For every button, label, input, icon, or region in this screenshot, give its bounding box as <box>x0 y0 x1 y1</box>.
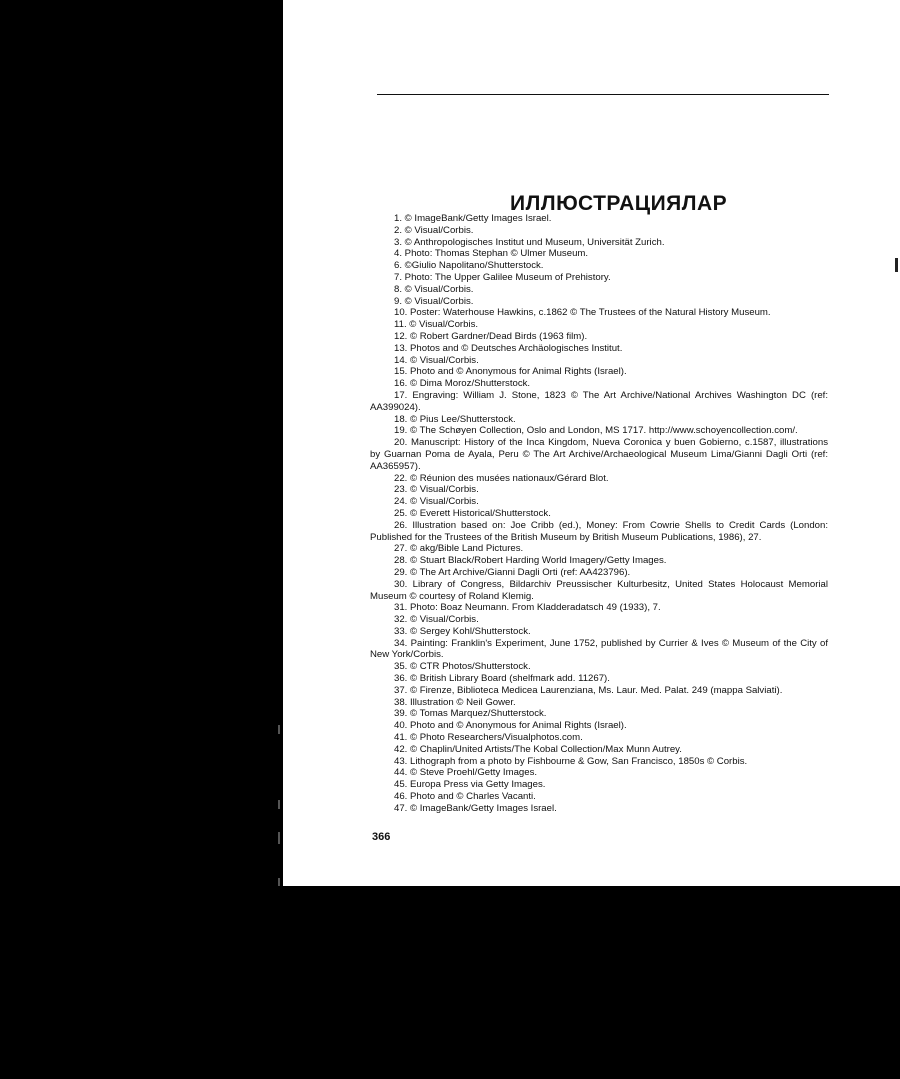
credit-item: 25. © Everett Historical/Shutterstock. <box>394 507 551 519</box>
credit-item: 26. Illustration based on: Joe Cribb (ed.), Money: From Cowrie Shells to Credit Cards (London: Published for the Trustees of the British Museum by British Museum Publications, 1986), 27. <box>370 519 828 543</box>
credit-item: 32. © Visual/Corbis. <box>394 614 479 626</box>
credit-item: 17. Engraving: William J. Stone, 1823 © The Art Archive/National Archives Washington DC (ref: AA399024). <box>370 389 828 413</box>
credit-item: 34. Painting: Franklin's Experiment, June 1752, published by Currier & Ives © Museum of the City of New York/Corbis. <box>370 637 828 661</box>
scan-speck <box>278 800 280 809</box>
credit-item: 2. © Visual/Corbis. <box>394 224 474 236</box>
credit-item: 31. Photo: Boaz Neumann. From Kladderadatsch 49 (1933), 7. <box>394 602 661 614</box>
credit-item: 11. © Visual/Corbis. <box>394 319 479 331</box>
credit-item: 8. © Visual/Corbis. <box>394 283 474 295</box>
credit-item: 13. Photos and © Deutsches Archäologisches Institut. <box>394 342 623 354</box>
credit-item: 9. © Visual/Corbis. <box>394 295 474 307</box>
credit-item: 18. © Pius Lee/Shutterstock. <box>394 413 516 425</box>
credit-item: 6. ©Giulio Napolitano/Shutterstock. <box>394 260 544 272</box>
credit-item: 7. Photo: The Upper Galilee Museum of Prehistory. <box>394 271 611 283</box>
credit-item: 27. © akg/Bible Land Pictures. <box>394 543 524 555</box>
credit-item: 12. © Robert Gardner/Dead Birds (1963 film). <box>394 330 588 342</box>
credit-item: 36. © British Library Board (shelfmark add. 11267). <box>394 673 610 685</box>
scan-speck <box>278 832 280 844</box>
scan-speck <box>278 878 280 886</box>
illustration-credits-list <box>370 213 828 815</box>
page-title: ИЛЛЮСТРАЦИЯЛАР <box>510 192 728 216</box>
page-number: 366 <box>372 831 391 843</box>
credit-item: 23. © Visual/Corbis. <box>394 484 479 496</box>
credit-item: 30. Library of Congress, Bildarchiv Preussischer Kulturbesitz, United States Holocaust Memorial Museum © courtesy of Roland Klemig. <box>370 578 828 602</box>
credit-item: 28. © Stuart Black/Robert Harding World Imagery/Getty Images. <box>394 555 667 567</box>
credit-item: 29. © The Art Archive/Gianni Dagli Orti (ref: AA423796). <box>394 566 631 578</box>
credit-item: 39. © Tomas Marquez/Shutterstock. <box>394 708 547 720</box>
credit-item: 1. © ImageBank/Getty Images Israel. <box>394 213 552 224</box>
credit-item: 37. © Firenze, Biblioteca Medicea Laurenziana, Ms. Laur. Med. Palat. 249 (mappa Salviati). <box>394 684 783 696</box>
credit-item: 46. Photo and © Charles Vacanti. <box>394 791 536 803</box>
credit-item: 40. Photo and © Anonymous for Animal Rights (Israel). <box>394 720 627 732</box>
scan-speck <box>278 725 280 734</box>
credit-item: 38. Illustration © Neil Gower. <box>394 696 516 708</box>
credit-item: 42. © Chaplin/United Artists/The Kobal Collection/Max Munn Autrey. <box>394 743 682 755</box>
credit-item: 45. Europa Press via Getty Images. <box>394 779 546 791</box>
credit-item: 10. Poster: Waterhouse Hawkins, c.1862 © The Trustees of the Natural History Museum. <box>394 307 771 319</box>
credit-item: 22. © Réunion des musées nationaux/Gérard Blot. <box>394 472 609 484</box>
credit-item: 44. © Steve Proehl/Getty Images. <box>394 767 538 779</box>
scan-speck <box>895 258 898 272</box>
credit-item: 4. Photo: Thomas Stephan © Ulmer Museum. <box>394 248 589 260</box>
credit-item: 43. Lithograph from a photo by Fishbourne & Gow, San Francisco, 1850s © Corbis. <box>394 755 748 767</box>
credit-item: 19. © The Schøyen Collection, Oslo and London, MS 1717. http://www.schoyencollection.com/. <box>394 425 798 437</box>
credit-item: 15. Photo and © Anonymous for Animal Rights (Israel). <box>394 366 627 378</box>
credit-item: 16. © Dima Moroz/Shutterstock. <box>394 378 531 390</box>
credit-item: 41. © Photo Researchers/Visualphotos.com. <box>394 732 583 744</box>
credit-item: 47. © ImageBank/Getty Images Israel. <box>394 802 557 814</box>
header-rule <box>377 94 829 95</box>
credit-item: 20. Manuscript: History of the Inca Kingdom, Nueva Coronica y buen Gobierno, c.1587, illustrations by Guarnan Poma de Ayala, Peru © The Art Archive/Archaeological Museum Lima/Gianni Dagli Orti (ref: AA365957). <box>370 437 828 472</box>
credit-item: 24. © Visual/Corbis. <box>394 496 479 508</box>
credit-item: 14. © Visual/Corbis. <box>394 354 479 366</box>
credit-item: 3. © Anthropologisches Institut und Museum, Universität Zurich. <box>394 236 665 248</box>
credit-item: 35. © CTR Photos/Shutterstock. <box>394 661 531 673</box>
credit-item: 33. © Sergey Kohl/Shutterstock. <box>394 625 531 637</box>
